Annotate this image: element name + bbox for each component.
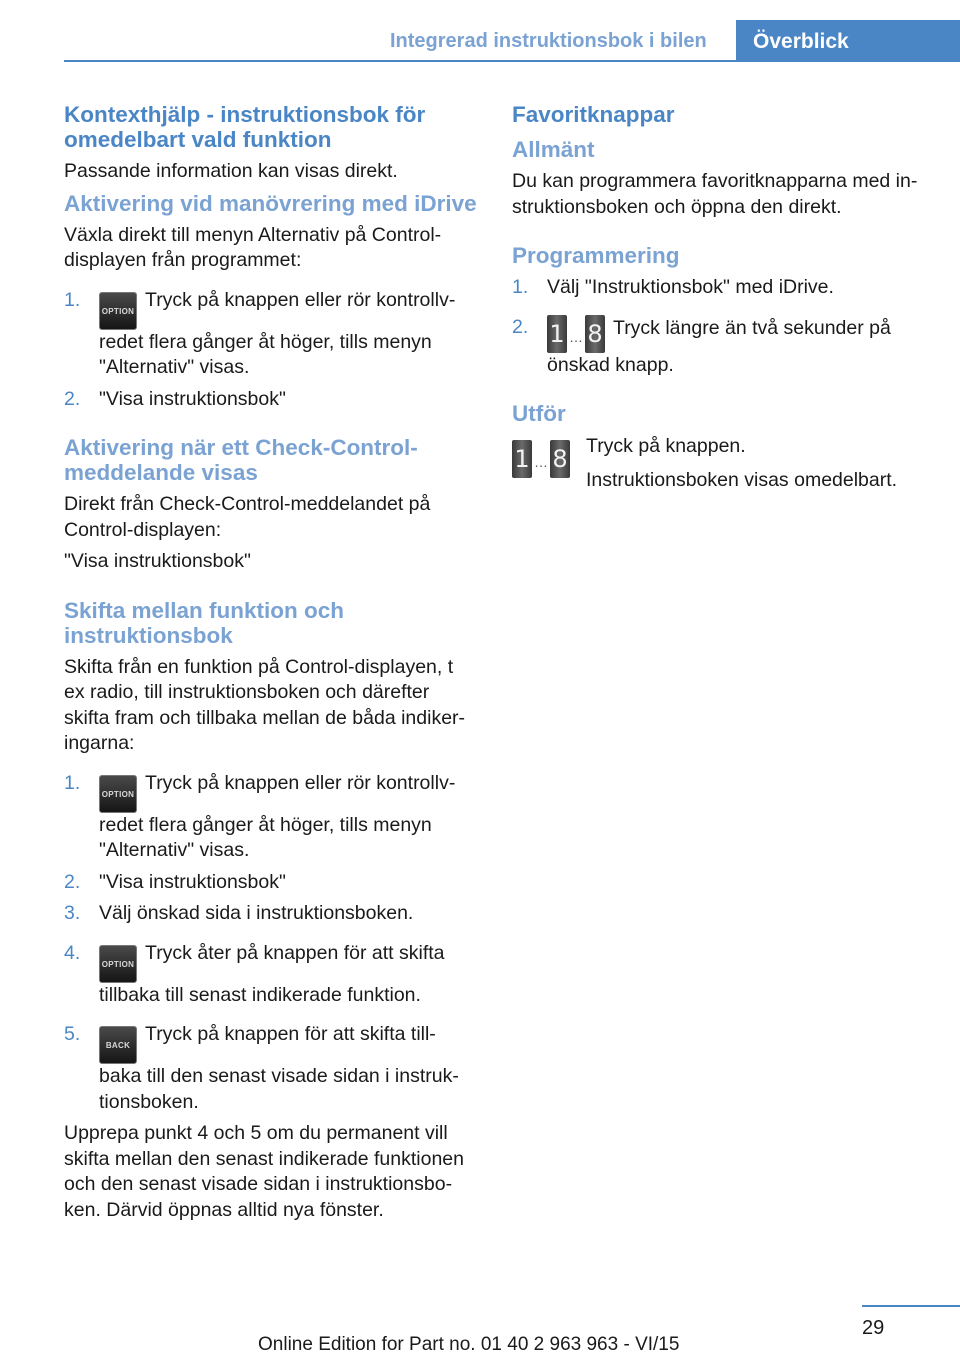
step-number: 2. <box>512 315 529 338</box>
switch-text: Skifta från en funktion på Control-displayen, t ex radio, till instruktionsboken och därefter skifta fram och tillbaka mellan de båda indiker-ingarna: <box>64 655 466 754</box>
list-item <box>512 275 932 301</box>
step-text: Välj önskad sida i instruktionsboken. <box>99 902 414 924</box>
switch-outro: Upprepa punkt 4 och 5 om du permanent vill skifta mellan den senast indikerade funktionen och den senast visade sidan i instruktionsbo-ken. Därvid öppnas alltid nya fönster. <box>64 1122 464 1221</box>
step-text: Välj "Instruktionsbok" med iDrive. <box>547 276 834 298</box>
header-section-title: Integrerad instruktionsbok i bilen <box>390 30 707 52</box>
list-item <box>64 941 478 1009</box>
favorites-title: Favoritknappar <box>512 102 675 127</box>
ellipsis: … <box>569 328 583 345</box>
edition-note: Online Edition for Part no. 01 40 2 963 963 - VI/15 <box>258 1334 680 1355</box>
step-text: Tryck åter på knappen för att skifta tillbaka till senast indikerade funktion. <box>99 941 445 1006</box>
execute-block <box>512 434 932 493</box>
check-control-heading: Aktivering när ett Check-Control-meddelande visas <box>64 435 418 485</box>
favorite-buttons-icon <box>547 315 605 353</box>
step-number: 2. <box>64 870 81 893</box>
option-button-icon: OPTION <box>99 292 137 330</box>
execute-line-2: Instruktionsboken visas omedelbart. <box>586 468 898 491</box>
idrive-activation-text: Växla direkt till menyn Alternativ på Control-displayen från programmet: <box>64 223 442 271</box>
context-help-title: Kontexthjälp - instruktionsbok för omedelbart vald funktion <box>64 102 426 152</box>
step-text: Tryck på knappen eller rör kontrollv-redet flera gånger åt höger, tills menyn "Alternativ" visas. <box>99 771 456 861</box>
favorite-1-icon: 1 <box>512 440 532 478</box>
step-number: 1. <box>64 288 81 311</box>
step-text: Tryck längre än två sekunder på önskad knapp. <box>547 316 891 376</box>
list-item <box>512 315 932 379</box>
step-number: 1. <box>512 276 529 298</box>
step-number: 4. <box>64 941 81 964</box>
header-tab-overview: Överblick <box>736 20 960 62</box>
step-text: Tryck på knappen eller rör kontrollv-redet flera gånger åt höger, tills menyn "Alternativ" visas. <box>99 288 456 378</box>
page-number: 29 <box>862 1317 885 1339</box>
step-number: 1. <box>64 771 81 794</box>
step-text: "Visa instruktionsbok" <box>99 870 286 893</box>
switch-steps <box>64 771 478 1116</box>
left-column <box>64 102 478 1229</box>
idrive-activation-heading: Aktivering vid manövrering med iDrive <box>64 190 477 216</box>
list-item <box>64 870 478 896</box>
step-number: 3. <box>64 902 81 924</box>
context-help-intro: Passande information kan visas direkt. <box>64 160 398 182</box>
step-text: "Visa instruktionsbok" <box>99 387 286 410</box>
favorite-8-icon: 8 <box>585 315 605 353</box>
check-control-text-2: "Visa instruktionsbok" <box>64 550 251 572</box>
execute-heading: Utför <box>512 401 566 426</box>
general-text: Du kan programmera favoritknapparna med in-struktionsboken och öppna den direkt. <box>512 170 918 218</box>
right-column <box>512 102 932 501</box>
step-text: Tryck på knappen för att skifta till-baka till den senast visade sidan i instruk-tionsboken. <box>99 1023 459 1113</box>
step-number: 5. <box>64 1023 81 1045</box>
step-number: 2. <box>64 387 81 410</box>
idrive-activation-steps <box>64 288 478 413</box>
list-item <box>64 387 478 413</box>
favorite-1-icon: 1 <box>547 315 567 353</box>
ellipsis: … <box>534 454 548 470</box>
programming-heading: Programmering <box>512 243 680 268</box>
favorite-8-icon: 8 <box>550 440 570 478</box>
footer-rule <box>862 1305 960 1307</box>
list-item <box>64 771 478 864</box>
execute-line-1: Tryck på knappen. <box>586 435 746 457</box>
list-item <box>64 1022 478 1115</box>
list-item <box>64 288 478 381</box>
back-button-icon: BACK <box>99 1026 137 1064</box>
favorite-buttons-icon <box>512 440 570 478</box>
option-button-icon: OPTION <box>99 775 137 813</box>
switch-heading: Skifta mellan funktion och instruktionsbok <box>64 597 345 648</box>
option-button-icon: OPTION <box>99 945 137 983</box>
list-item <box>64 901 478 927</box>
general-heading: Allmänt <box>512 137 595 162</box>
programming-steps <box>512 275 932 378</box>
header-rule <box>64 60 736 62</box>
check-control-text: Direkt från Check-Control-meddelandet på Control-displayen: <box>64 493 431 541</box>
